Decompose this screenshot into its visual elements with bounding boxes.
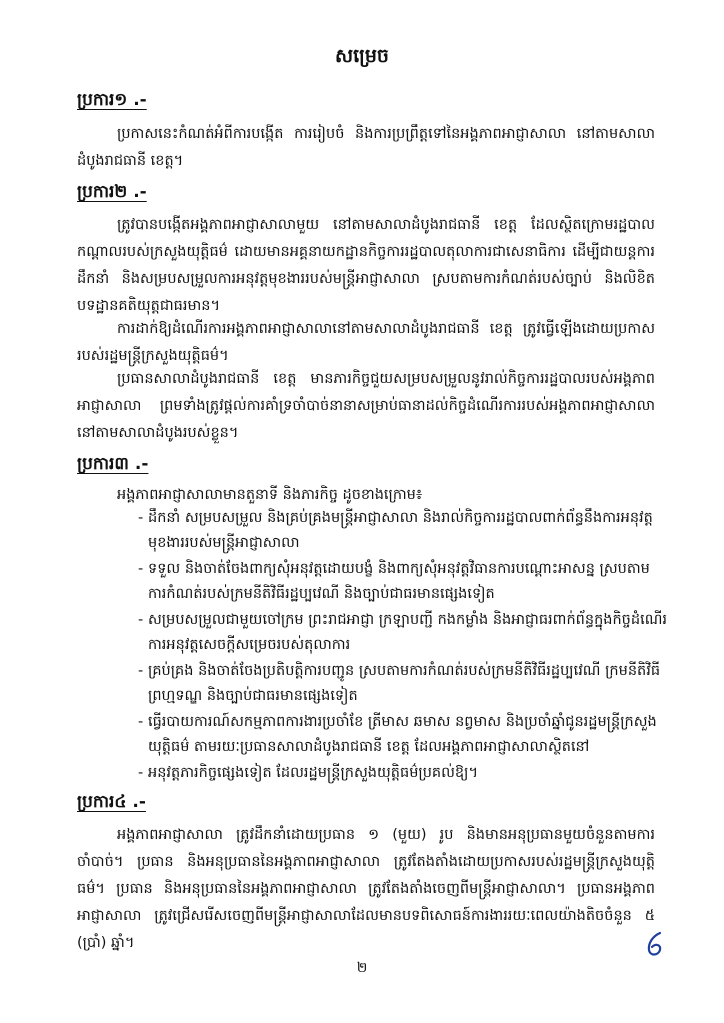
article-2-heading: ប្រការ២ .-: [77, 182, 147, 202]
article-3-intro: អង្គភាពអាជ្ញាសាលាមានតួនាទី និងភារកិច្ច ដូចខាងក្រោម៖: [117, 487, 423, 503]
article-3-heading: ប្រការ៣ .-: [77, 454, 149, 474]
duty-item-6: - អនុវត្តភារកិច្ចផ្សេងទៀត ដែលរដ្ឋមន្ត្រីក្រសួងយុត្តិធម៌ប្រគល់ឱ្យ។: [138, 761, 668, 786]
article-3-duties-list: [138, 506, 668, 787]
article-4-heading: ប្រការ៤ .-: [77, 792, 146, 812]
duty-item-1: - ដឹកនាំ សម្របសម្រួល និងគ្រប់គ្រងមន្ត្រីអាជ្ញាសាលា និងរាល់កិច្ចការរដ្ឋបាលពាក់ព័ន្ធនឹងការអនុវត្តមុខងាររបស់មន្ត្រីអាជ្ញាសាលា: [138, 506, 668, 556]
duty-item-2: - ទទួល និងចាត់ចែងពាក្យសុំអនុវត្តដោយបង្ខំ និងពាក្យសុំអនុវត្តវិធានការបណ្តោះអាសន្ន ស្របតាមការកំណត់របស់ក្រមនីតិវិធីរដ្ឋប្បវេណី និងច្បាប់ជាធរមានផ្សេងទៀត: [138, 557, 668, 607]
article-2-paragraph-1: ត្រូវបានបង្កើតអង្គភាពអាជ្ញាសាលាមួយ នៅតាមសាលាដំបូងរាជធានី ខេត្ត ដែលស្ថិតក្រោមរដ្ឋបាលកណ្តាលរបស់ក្រសួងយុត្តិធម៌ ដោយមានអគ្គនាយកដ្ឋានកិច្ចការរដ្ឋបាលតុលាការជាសេនាធិការ ដើម្បីជាយន្តការដឹកនាំ និងសម្របសម្រួលការអនុវត្តមុខងាររបស់មន្ត្រីអាជ្ញាសាលា ស្របតាមការកំណត់របស់ច្បាប់ និងលិខិតបទដ្ឋានគតិយុត្តជាធរមាន។: [77, 217, 655, 314]
article-1-paragraph: ប្រកាសនេះកំណត់អំពីការបង្កើត ការរៀបចំ និងការប្រព្រឹត្តទៅនៃអង្គភាពអាជ្ញាសាលា នៅតាមសាលាដំបូងរាជធានី ខេត្ត។: [77, 126, 655, 169]
document-title: សម្រេច: [335, 45, 389, 67]
duty-item-3: - សម្របសម្រួលជាមួយចៅក្រម ព្រះរាជអាជ្ញា ក្រឡាបញ្ជី កងកម្លាំង និងអាជ្ញាធរពាក់ព័ន្ធក្នុងកិច្ចដំណើរការអនុវត្តសេចក្តីសម្រេចរបស់តុលាការ: [138, 608, 668, 658]
article-1-heading: ប្រការ១ .-: [77, 90, 147, 110]
article-2-paragraph-3: ប្រធានសាលាដំបូងរាជធានី ខេត្ត មានភារកិច្ចជួយសម្របសម្រួលនូវរាល់កិច្ចការរដ្ឋបាលរបស់អង្គភាពអាជ្ញាសាលា ព្រមទាំងត្រូវផ្តល់ការគាំទ្រចាំបាច់នានាសម្រាប់ធានាដល់កិច្ចដំណើរការរបស់អង្គភាពអាជ្ញាសាលានៅតាមសាលាដំបូងរបស់ខ្លួន។: [77, 371, 655, 441]
duty-item-5: - ធ្វើរបាយការណ៍សកម្មភាពការងារប្រចាំខែ ត្រីមាស ឆមាស នព្វមាស និងប្រចាំឆ្នាំជូនរដ្ឋមន្ត្រីក្រសួងយុត្តិធម៌ តាមរយៈប្រធានសាលាដំបូងរាជធានី ខេត្ត ដែលអង្គភាពអាជ្ញាសាលាស្ថិតនៅ: [138, 710, 668, 760]
page-number: ២: [356, 960, 368, 976]
handwritten-initial-icon: [644, 930, 666, 958]
duty-item-4: - គ្រប់គ្រង និងចាត់ចែងប្រតិបត្តិការបញ្ជូន ស្របតាមការកំណត់របស់ក្រមនីតិវិធីរដ្ឋប្បវេណី ក្រមនីតិវិធីព្រហ្មទណ្ឌ និងច្បាប់ជាធរមានផ្សេងទៀត: [138, 659, 668, 709]
article-4-paragraph: អង្គភាពអាជ្ញាសាលា ត្រូវដឹកនាំដោយប្រធាន ១ (មួយ) រូប និងមានអនុប្រធានមួយចំនួនតាមការចាំបាច់។ ប្រធាន និងអនុប្រធាននៃអង្គភាពអាជ្ញាសាលា ត្រូវតែងតាំងដោយប្រកាសរបស់រដ្ឋមន្ត្រីក្រសួងយុត្តិធម៌។ ប្រធាន និងអនុប្រធាននៃអង្គភាពអាជ្ញាសាលា ត្រូវតែងតាំងចេញពីមន្ត្រីអាជ្ញាសាលា។ ប្រធានអង្គភាពអាជ្ញាសាលា ត្រូវជ្រើសរើសចេញពីមន្ត្រីអាជ្ញាសាលាដែលមានបទពិសោធន៍ការងាររយៈពេលយ៉ាងតិចចំនួន ៥ (ប្រាំ) ឆ្នាំ។: [77, 827, 655, 951]
article-2-paragraph-2: ការដាក់ឱ្យដំណើរការអង្គភាពអាជ្ញាសាលានៅតាមសាលាដំបូងរាជធានី ខេត្ត ត្រូវធ្វើឡើងដោយប្រកាសរបស់រដ្ឋមន្ត្រីក្រសួងយុត្តិធម៌។: [77, 321, 655, 364]
